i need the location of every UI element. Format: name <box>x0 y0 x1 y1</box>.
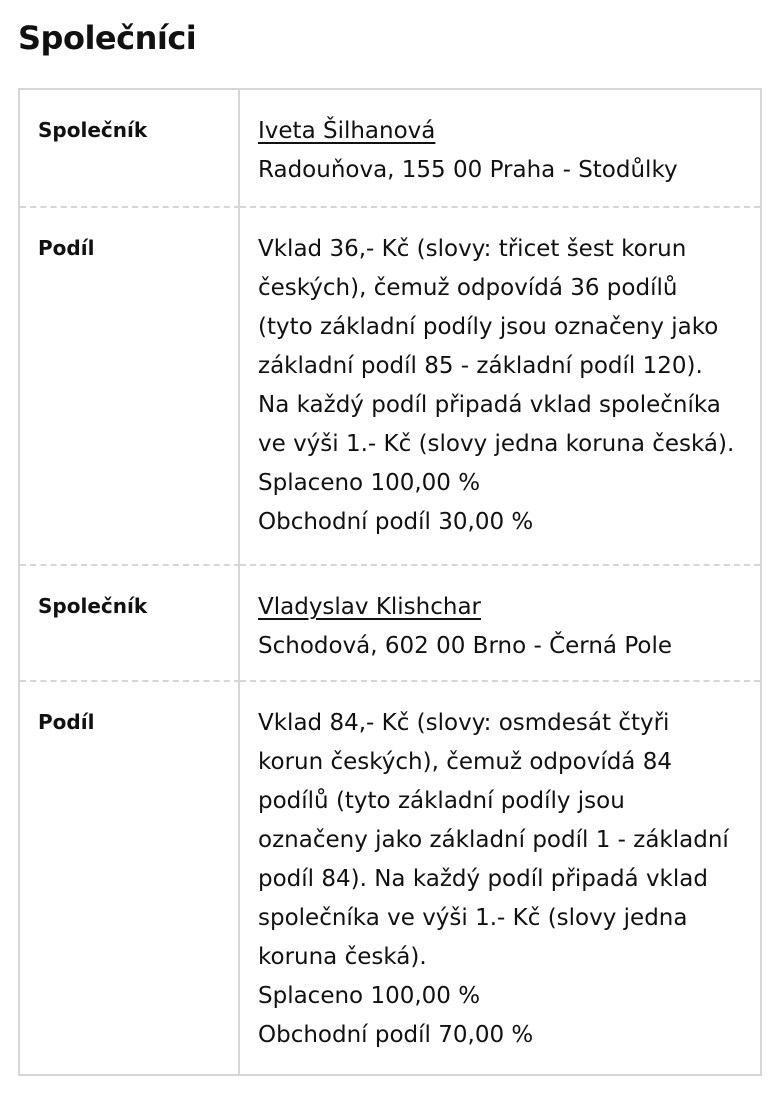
share-text-line: ve výši 1.- Kč (slovy jedna koruna česká). <box>258 431 735 457</box>
business-share-percentage: Obchodní podíl 70,00 % <box>258 1022 534 1048</box>
paid-percentage: Splaceno 100,00 % <box>258 470 481 496</box>
share-text-line: označeny jako základní podíl 1 - základní <box>258 827 729 853</box>
share-text-line: korun českých), čemuž odpovídá 84 <box>258 749 672 775</box>
partner-address: Radouňova, 155 00 Praha - Stodůlky <box>258 157 678 183</box>
share-text-line: společníka ve výši 1.- Kč (slovy jedna <box>258 905 688 931</box>
share-text-line: Vklad 36,- Kč (slovy: třicet šest korun <box>258 236 687 262</box>
business-share-percentage: Obchodní podíl 30,00 % <box>258 509 534 535</box>
share-text-line: českých), čemuž odpovídá 36 podílů <box>258 275 678 301</box>
partner-value <box>240 90 760 206</box>
partner-name-link[interactable]: Iveta Šilhanová <box>258 118 436 144</box>
share-text-line: koruna česká). <box>258 944 427 970</box>
share-row <box>20 680 760 1074</box>
share-label: Podíl <box>20 680 240 1074</box>
share-text-line: podíl 84). Na každý podíl připadá vklad <box>258 866 708 892</box>
share-text-line: (tyto základní podíly jsou označeny jako <box>258 314 719 340</box>
partner-label: Společník <box>20 90 240 206</box>
partners-table <box>18 88 762 1076</box>
partner-row <box>20 564 760 680</box>
partner-value <box>240 564 760 680</box>
share-value <box>240 680 760 1074</box>
share-text-line: základní podíl 85 - základní podíl 120). <box>258 353 703 379</box>
share-text-line: podílů (tyto základní podíly jsou <box>258 788 625 814</box>
share-text-line: Vklad 84,- Kč (slovy: osmdesát čtyři <box>258 710 670 736</box>
share-value <box>240 206 760 564</box>
partner-name-link[interactable]: Vladyslav Klishchar <box>258 594 482 620</box>
paid-percentage: Splaceno 100,00 % <box>258 983 481 1009</box>
share-row <box>20 206 760 564</box>
partner-label: Společník <box>20 564 240 680</box>
partner-address: Schodová, 602 00 Brno - Černá Pole <box>258 633 672 659</box>
share-label: Podíl <box>20 206 240 564</box>
page-title: Společníci <box>18 19 197 57</box>
partner-row <box>20 90 760 206</box>
share-text-line: Na každý podíl připadá vklad společníka <box>258 392 721 418</box>
